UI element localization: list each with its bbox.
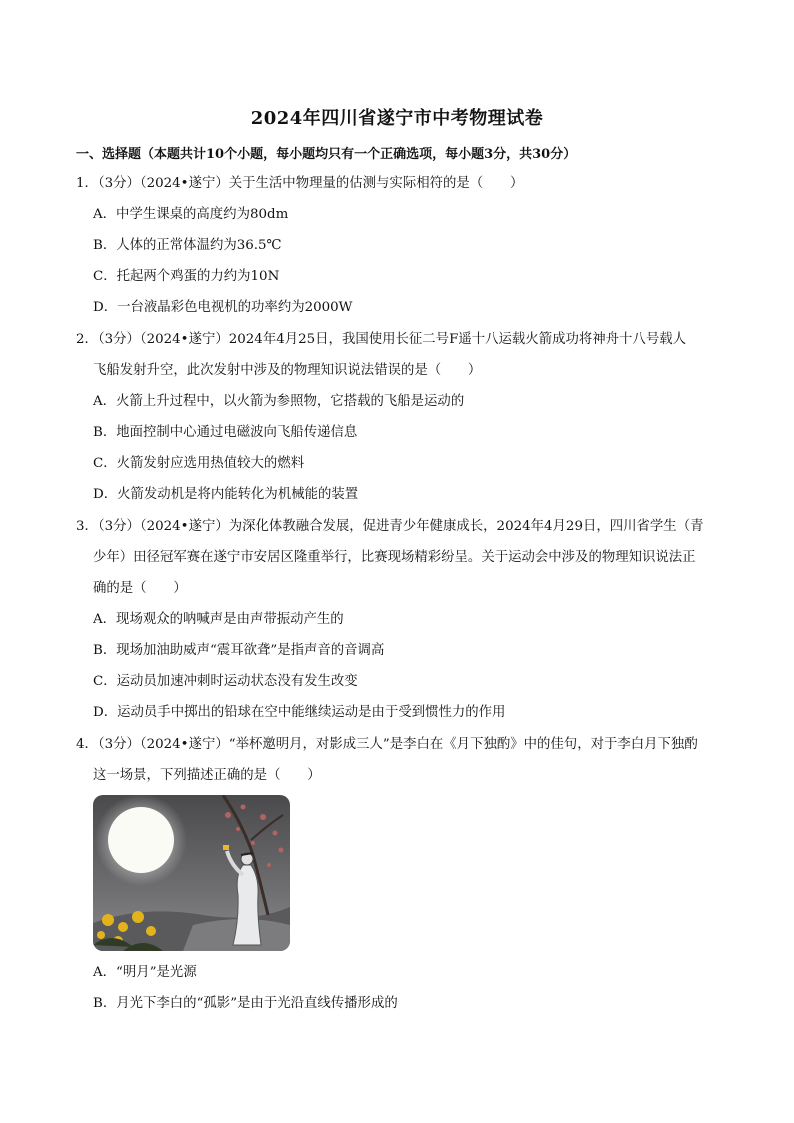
question-2-stem: 2．（3分）（2024•遂宁）2024年4月25日，我国使用长征二号F遥十八运载火箭成功将神舟十八号载人 (76, 332, 686, 347)
question-4-option-a: A．“明月”是光源 (93, 965, 197, 980)
question-4-stem: 4．（3分）（2024•遂宁）“举杯邀明月，对影成三人”是李白在《月下独酌》中的佳句，对于李白月下独酌 (76, 737, 698, 752)
question-2-option-d: D．火箭发动机是将内能转化为机械能的装置 (93, 487, 359, 502)
moon-poet-illustration (93, 795, 290, 951)
question-2-option-a: A．火箭上升过程中，以火箭为参照物，它搭载的飞船是运动的 (93, 394, 465, 409)
question-2-option-c: C．火箭发射应选用热值较大的燃料 (93, 456, 305, 471)
question-3-stem: 3．（3分）（2024•遂宁）为深化体教融合发展，促进青少年健康成长，2024年4月29日，四川省学生（青 (76, 519, 704, 534)
question-1-option-a: A．中学生课桌的高度约为80dm (93, 207, 289, 222)
question-2-option-b: B．地面控制中心通过电磁波向飞船传递信息 (93, 425, 358, 440)
question-1-stem: 1．（3分）（2024•遂宁）关于生活中物理量的估测与实际相符的是（ ） (76, 176, 524, 191)
question-1-option-d: D．一台液晶彩色电视机的功率约为2000W (93, 300, 353, 315)
question-1-option-c: C．托起两个鸡蛋的力约为10N (93, 269, 280, 284)
question-1-option-b: B．人体的正常体温约为36.5℃ (93, 238, 282, 253)
question-3-option-b: B．现场加油助威声“震耳欲聋”是指声音的音调高 (93, 643, 385, 658)
question-4-option-b: B．月光下李白的“孤影”是由于光沿直线传播形成的 (93, 996, 398, 1011)
question-3-option-a: A．现场观众的呐喊声是由声带振动产生的 (93, 612, 344, 627)
question-2-stem-cont: 飞船发射升空，此次发射中涉及的物理知识说法错误的是（ ） (93, 363, 482, 378)
page-title: 2024年四川省遂宁市中考物理试卷 (250, 108, 544, 129)
question-3-stem-cont-2: 确的是（ ） (93, 581, 187, 596)
question-4-stem-cont: 这一场景，下列描述正确的是（ ） (93, 768, 321, 783)
section-heading: 一、选择题（本题共计10个小题，每小题均只有一个正确选项，每小题3分，共30分） (76, 147, 577, 162)
question-3-option-d: D．运动员手中掷出的铅球在空中能继续运动是由于受到惯性力的作用 (93, 705, 506, 720)
question-3-option-c: C．运动员加速冲刺时运动状态没有发生改变 (93, 674, 358, 689)
question-3-stem-cont-1: 少年）田径冠军赛在遂宁市安居区隆重举行，比赛现场精彩纷呈。关于运动会中涉及的物理知识说法正 (93, 550, 696, 565)
